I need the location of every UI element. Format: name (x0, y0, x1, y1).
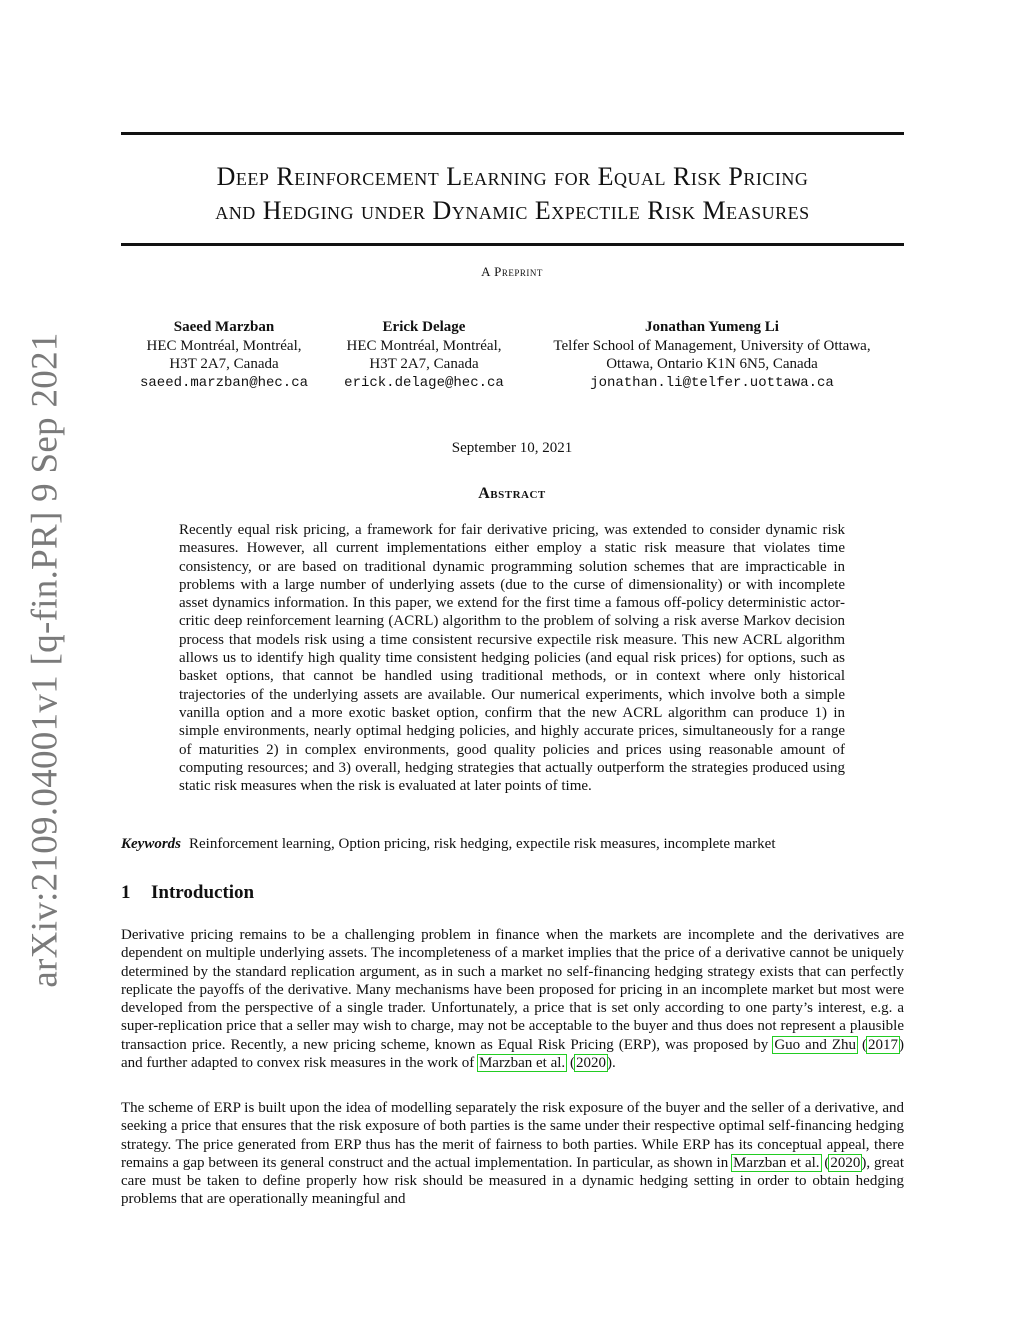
author-email[interactable]: jonathan.li@telfer.uottawa.ca (590, 374, 834, 391)
author-affiliation: HEC Montréal, Montréal, (346, 337, 502, 354)
section-title: Introduction (151, 882, 255, 903)
author-block (530, 318, 894, 392)
author-affiliation: H3T 2A7, Canada (369, 356, 479, 372)
keywords-label: Keywords (121, 836, 181, 852)
citation-link[interactable]: Guo and Zhu (774, 1036, 856, 1053)
citation-year-link[interactable]: 2020 (830, 1154, 861, 1171)
section-number: 1 (121, 882, 131, 903)
paragraph-text: , great care must be taken to define properly how risk should be measured in a dynamic hedging setting in order to obtain hedging problems that are operationally meaningful and (121, 1154, 905, 1208)
paragraph-text: The scheme of ERP is built upon the idea of modelling separately the risk exposure of the buyer and the seller of a derivative, and seeking a price that ensures that the risk exposure of both parties is the same under their respective optimal self-financing hedging strategy. The price generated from ERP thus has the merit of fairness to both parties. While ERP has its conceptual appeal, there remains a gap between its general construct and the actual implementation. In particular, as shown in (121, 1100, 904, 1171)
author-block (124, 318, 324, 392)
author-email[interactable]: erick.delage@hec.ca (344, 374, 504, 391)
abstract-text: Recently equal risk pricing, a framework for fair derivative pricing, was extended to consider dynamic risk measures. However, all current implementations either employ a static risk measure that violates time consistency, or are based on traditional dynamic programming solution schemes that are impracticable in problems with a large number of underlying assets (due to the curse of dimensionality) or with incomplete asset dynamics information. In this paper, we extend for the first time a famous off-policy deterministic actor-critic deep reinforcement learning (ACRL) algorithm to the problem of solving a risk averse Markov decision process that models risk using a time consistent recursive expectile risk measure. This new ACRL algorithm allows us to identify high quality time consistent hedging policies (and equal risk prices) for options, such as basket options, that cannot be handled using traditional methods, or in context where only historical trajectories of the underlying assets are available. Our numerical experiments, which involve both a simple vanilla option and a more exotic basket option, confirm that the new ACRL algorithm can produce 1) in simple environments, nearly optimal hedging policies, and highly accurate prices, simultaneously for a range of maturities 2) in complex environments, good quality policies and prices using reasonable amount of computing resources; and 3) overall, hedging strategies that actually outperform the strategies produced using static risk measures when the risk is evaluated at later points of time. (179, 522, 845, 795)
author-name: Erick Delage (382, 319, 466, 335)
paragraph-text: Derivative pricing remains to be a challenging problem in finance when the markets are incomplete and the derivatives are dependent on multiple underlying assets. The incompleteness of a market implies that the price of a derivative cannot be uniquely determined by the standard replication argument, as in such a market no self-financing hedging strategy exists that can perfectly replicate the payoffs of the derivative. Many mechanisms have been proposed for pricing in an incomplete market but most were developed from the perspective of a single trader. Unfortunately, a price that is set only according to one party’s interest, e.g. a super-replication price that a seller may wish to charge, may not be acceptable to the buyer and thus does not represent a plausible transaction price. Recently, a new pricing scheme, known as Equal Risk Pricing (ERP), was proposed by (121, 927, 904, 1053)
arxiv-identifier[interactable]: arXiv:2109.04001v1 [q-fin.PR] 9 Sep 2021 (24, 332, 66, 988)
keywords (121, 836, 904, 853)
author-affiliation: HEC Montréal, Montréal, (146, 337, 302, 354)
author-affiliation: H3T 2A7, Canada (169, 356, 279, 372)
preprint-label: A Preprint (481, 264, 543, 279)
paragraph-text: and further adapted to convex risk measures in the work of (121, 1055, 478, 1072)
citation-link[interactable]: Marzban et al. (478, 1055, 566, 1072)
publication-date: September 10, 2021 (451, 440, 573, 456)
title-rule-top (121, 132, 904, 135)
abstract-heading: Abstract (478, 485, 546, 502)
author-affiliation: Telfer School of Management, University of Ottawa, (553, 337, 871, 354)
author-name: Jonathan Yumeng Li (645, 319, 779, 335)
intro-paragraph-2: The scheme of ERP is built upon the idea of modelling separately the risk exposure of the buyer and the seller of a derivative, and seeking a price that ensures that the risk exposure of both parties is the same under their respective optimal self-financing hedging strategy. The price generated from ERP thus has the merit of fairness to both parties. While ERP has its conceptual appeal, there remains a gap between its general construct and the actual implementation. In particular, as shown in Marzban et al. (2020), great care must be taken to define properly how risk should be measured in a dynamic hedging setting in order to obtain hedging problems that are operationally meaningful and (121, 1100, 905, 1208)
keywords-text: Reinforcement learning, Option pricing, risk hedging, expectile risk measures, incomplete market (189, 836, 776, 852)
section-heading (121, 882, 254, 904)
author-name: Saeed Marzban (173, 319, 275, 335)
intro-paragraph-1: Derivative pricing remains to be a challenging problem in finance when the markets are incomplete and the derivatives are dependent on multiple underlying assets. The incompleteness of a market implies that the price of a derivative cannot be uniquely determined by the standard replication argument, as in such a market no self-financing hedging strategy exists that can perfectly replicate the payoffs of the derivative. Many mechanisms have been proposed for pricing in an incomplete market but most were developed from the perspective of a single trader. Unfortunately, a price that is set only according to one party’s interest, e.g. a super-replication price that a seller may wish to charge, may not be acceptable to the buyer and thus does not represent a plausible transaction price. Recently, a new pricing scheme, known as Equal Risk Pricing (ERP), was proposed by Guo and Zhu (2017) and further adapted to convex risk measures in the work of Marzban et al. (2020). (121, 927, 905, 1072)
citation-year-link[interactable]: 2020 (575, 1055, 606, 1072)
author-email[interactable]: saeed.marzban@hec.ca (139, 374, 309, 391)
paper-title-line-1: Deep Reinforcement Learning for Equal Risk Pricing (216, 162, 809, 191)
title-rule-bottom (121, 243, 904, 246)
paragraph-text: . (611, 1055, 616, 1072)
author-affiliation: Ottawa, Ontario K1N 6N5, Canada (606, 356, 818, 372)
author-block (326, 318, 522, 392)
citation-link[interactable]: Marzban et al. (733, 1154, 820, 1171)
citation-year-link[interactable]: 2017 (868, 1036, 899, 1053)
paper-title-line-2: and Hedging under Dynamic Expectile Risk Measures (215, 196, 810, 225)
